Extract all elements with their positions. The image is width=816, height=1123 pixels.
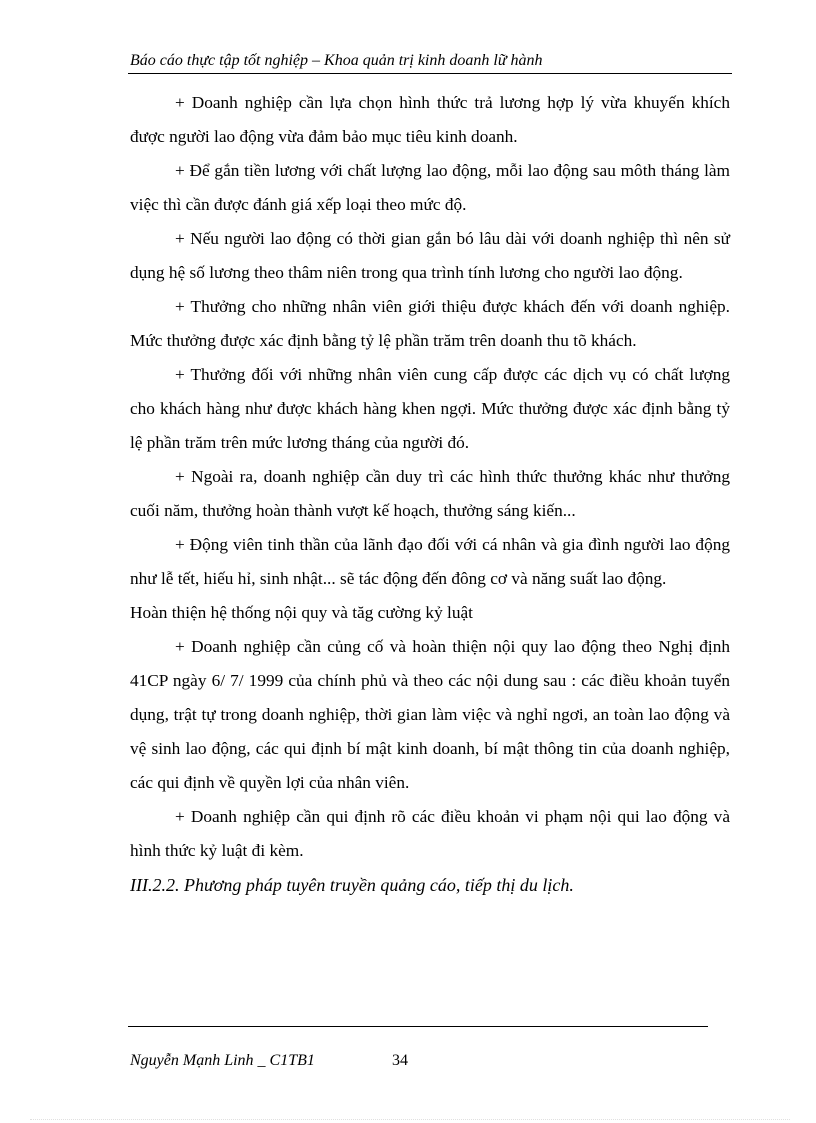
footer-rule bbox=[128, 1026, 708, 1027]
paragraph-7: + Động viên tinh thần của lãnh đạo đối với cá nhân và gia đình người lao động như lễ tết, hiếu hỉ, sinh nhật... sẽ tác động đến đông cơ và năng suất lao động. bbox=[130, 535, 730, 588]
header-rule bbox=[128, 73, 732, 74]
section-heading: Hoàn thiện hệ thống nội quy và tăg cường kỷ luật bbox=[130, 603, 473, 622]
paragraph-8: + Doanh nghiệp cần củng cố và hoàn thiện nội quy lao động theo Nghị định 41CP ngày 6/ 7/ 1999 của chính phủ và theo các nội dung sau : các điều khoản tuyển dụng, trật tự trong doanh nghiệp, thời gian làm việc và nghỉ ngơi, an toàn lao động và vệ sinh lao động, các qui định bí mật kinh doanh, bí mật thông tin của doanh nghiệp, các qui định về quyền lợi của nhân viên. bbox=[130, 637, 730, 792]
paragraph-4: + Thưởng cho những nhân viên giới thiệu được khách đến với doanh nghiệp. Mức thưởng được xác định bằng tỷ lệ phần trăm trên doanh thu tõ khách. bbox=[130, 297, 730, 350]
page-number: 34 bbox=[392, 1052, 408, 1069]
paragraph-6: + Ngoài ra, doanh nghiệp cần duy trì các hình thức thưởng khác như thưởng cuối năm, thưởng hoàn thành vượt kế hoạch, thưởng sáng kiến... bbox=[130, 467, 730, 520]
page-edge bbox=[30, 1119, 790, 1120]
paragraph-3: + Nếu người lao động có thời gian gắn bó lâu dài với doanh nghiệp thì nên sử dụng hệ số lương theo thâm niên trong qua trình tính lương cho người lao động. bbox=[130, 229, 730, 282]
subsection-heading: III.2.2. Phương pháp tuyên truyền quảng cáo, tiếp thị du lịch. bbox=[130, 875, 574, 895]
header-text: Báo cáo thực tập tốt nghiệp – Khoa quản trị kinh doanh lữ hành bbox=[130, 52, 543, 69]
paragraph-5: + Thưởng đối với những nhân viên cung cấp được các dịch vụ có chất lượng cho khách hàng như được khách hàng khen ngợi. Mức thưởng được xác định bằng tỷ lệ phần trăm trên mức lương tháng của người đó. bbox=[130, 365, 730, 452]
footer-author: Nguyễn Mạnh Linh _ C1TB1 bbox=[130, 1052, 315, 1069]
page-body bbox=[130, 86, 730, 902]
paragraph-2: + Để gắn tiền lương với chất lượng lao động, mỗi lao động sau môth tháng làm việc thì cần được đánh giá xếp loại theo mức độ. bbox=[130, 161, 730, 214]
paragraph-9: + Doanh nghiệp cần qui định rõ các điều khoản vi phạm nội qui lao động và hình thức kỷ luật đi kèm. bbox=[130, 807, 730, 860]
paragraph-1: + Doanh nghiệp cần lựa chọn hình thức trả lương hợp lý vừa khuyến khích được người lao động vừa đảm bảo mục tiêu kinh doanh. bbox=[130, 93, 730, 146]
